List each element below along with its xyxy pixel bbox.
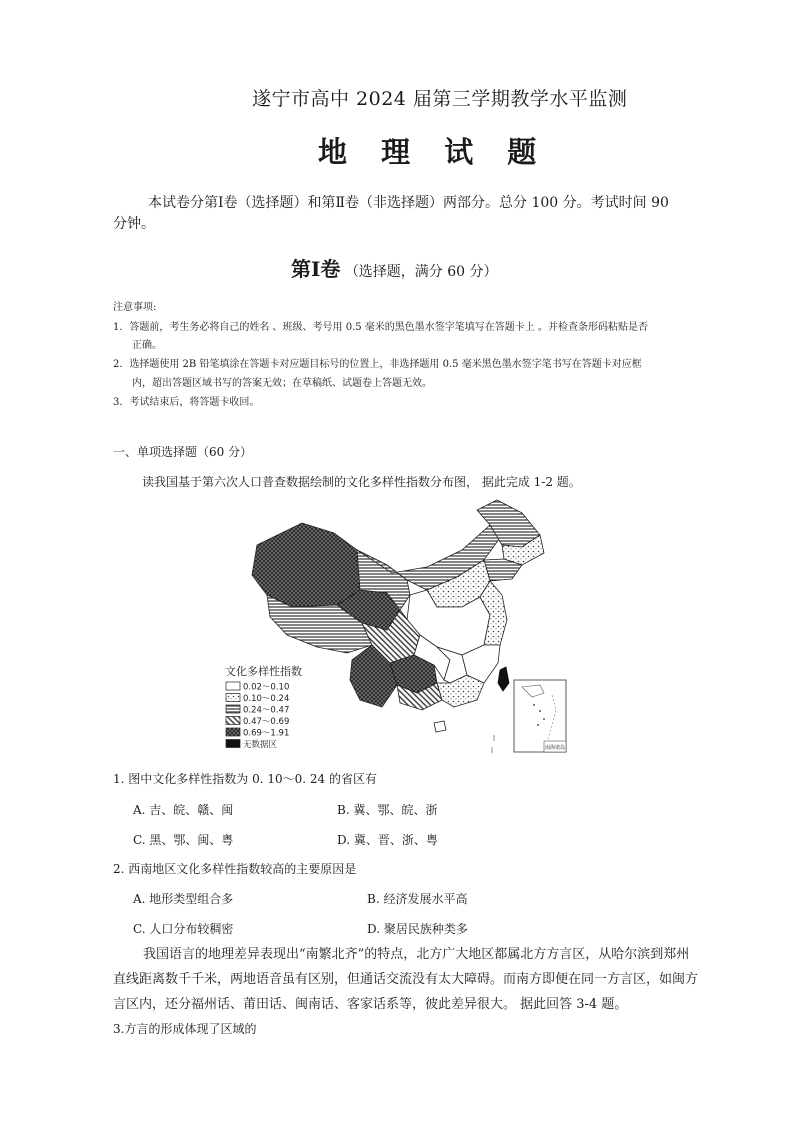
map-coast-marks bbox=[492, 735, 494, 753]
intro-line-2: 分钟。 bbox=[113, 216, 155, 232]
q1-option-c: C. 黑、鄂、闽、粤 bbox=[133, 833, 234, 847]
legend-label: 0.24～0.47 bbox=[243, 705, 290, 716]
exam-title: 地 理 试 题 bbox=[318, 135, 549, 169]
volume-heading bbox=[291, 253, 498, 282]
volume-subtitle: （选择题，满分 60 分） bbox=[344, 264, 498, 280]
legend-swatch bbox=[226, 740, 240, 748]
notice-item: 内，超出答题区域书写的答案无效；在草稿纸、试题卷上答题无效。 bbox=[132, 378, 432, 389]
region-xinjiang bbox=[252, 523, 360, 607]
notice-item: 3．考试结束后，将答题卡收回。 bbox=[113, 397, 260, 408]
passage-line-1: 我国语言的地理差异表现出“南繁北齐”的特点，北方广大地区都属北方方言区，从哈尔滨到郑州 bbox=[143, 947, 690, 962]
legend-swatch bbox=[226, 705, 240, 713]
passage-line-3: 言区内，还分福州话、莆田话、闽南话、客家话系等，彼此差异很大。 据此回答 3-4 题。 bbox=[113, 997, 628, 1012]
legend-title: 文化多样性指数 bbox=[225, 665, 302, 678]
q2-option-b: B. 经济发展水平高 bbox=[367, 892, 468, 906]
school-header: 遂宁市高中 2024 届第三学期教学水平监测 bbox=[252, 88, 628, 110]
question-lead: 读我国基于第六次人口普查数据绘制的文化多样性指数分布图， 据此完成 1-2 题。 bbox=[142, 475, 581, 489]
cultural-diversity-map bbox=[222, 495, 572, 757]
south-china-sea-inset bbox=[514, 680, 566, 752]
q2-option-d: D. 聚居民族种类多 bbox=[367, 922, 468, 936]
question-3-stem: 3.方言的形成体现了区域的 bbox=[113, 1022, 257, 1036]
region-hainan bbox=[434, 721, 446, 732]
q2-option-a: A. 地形类型组合多 bbox=[133, 892, 234, 906]
notice-heading: 注意事项: bbox=[113, 302, 157, 313]
legend-label: 0.02～0.10 bbox=[243, 682, 290, 693]
q2-option-c: C. 人口分布较稠密 bbox=[133, 922, 234, 936]
inset-label: 南海诸岛 bbox=[544, 745, 566, 751]
region-taiwan bbox=[498, 667, 509, 691]
notice-item: 1．答题前，考生务必将自己的姓名 、班级、考号用 0.5 毫米的黑色墨水签字笔填写在答题卡上 。并检查条形码粘贴是否 bbox=[113, 322, 648, 333]
notice-item: 2．选择题使用 2B 铅笔填涂在答题卡对应题目标号的位置上，非选择题用 0.5 毫米黑色墨水签字笔书写在答题卡对应框 bbox=[113, 359, 642, 370]
map-legend bbox=[225, 664, 302, 750]
passage-line-2: 直线距离数千千米，两地语音虽有区别，但通话交流没有太大障碍。而南方即便在同一方言区，如闽方 bbox=[113, 972, 699, 987]
q1-option-a: A. 吉、皖、赣、闽 bbox=[133, 803, 234, 817]
section-heading: 一、单项选择题（60 分） bbox=[113, 445, 253, 459]
legend-swatch bbox=[226, 728, 240, 736]
intro-line-1: 本试卷分第Ⅰ卷（选择题）和第Ⅱ卷（非选择题）两部分。总分 100 分。考试时间 90 bbox=[148, 195, 669, 211]
volume-number: 第Ⅰ卷 bbox=[291, 257, 341, 281]
legend-swatch bbox=[226, 682, 240, 690]
legend-label: 无数据区 bbox=[243, 740, 278, 750]
question-1-stem: 1. 图中文化多样性指数为 0. 10～0. 24 的省区有 bbox=[113, 772, 377, 786]
legend-label: 0.69～1.91 bbox=[243, 728, 290, 739]
legend-label: 0.47～0.69 bbox=[243, 717, 290, 727]
q1-option-b: B. 冀、鄂、皖、浙 bbox=[337, 803, 438, 817]
question-2-stem: 2. 西南地区文化多样性指数较高的主要原因是 bbox=[113, 862, 357, 876]
q1-option-d: D. 冀、晋、浙、粤 bbox=[337, 833, 438, 847]
legend-label: 0.10～0.24 bbox=[243, 694, 290, 704]
notice-item: 正确。 bbox=[132, 340, 162, 351]
legend-swatch bbox=[226, 694, 240, 702]
legend-swatch bbox=[226, 717, 240, 725]
